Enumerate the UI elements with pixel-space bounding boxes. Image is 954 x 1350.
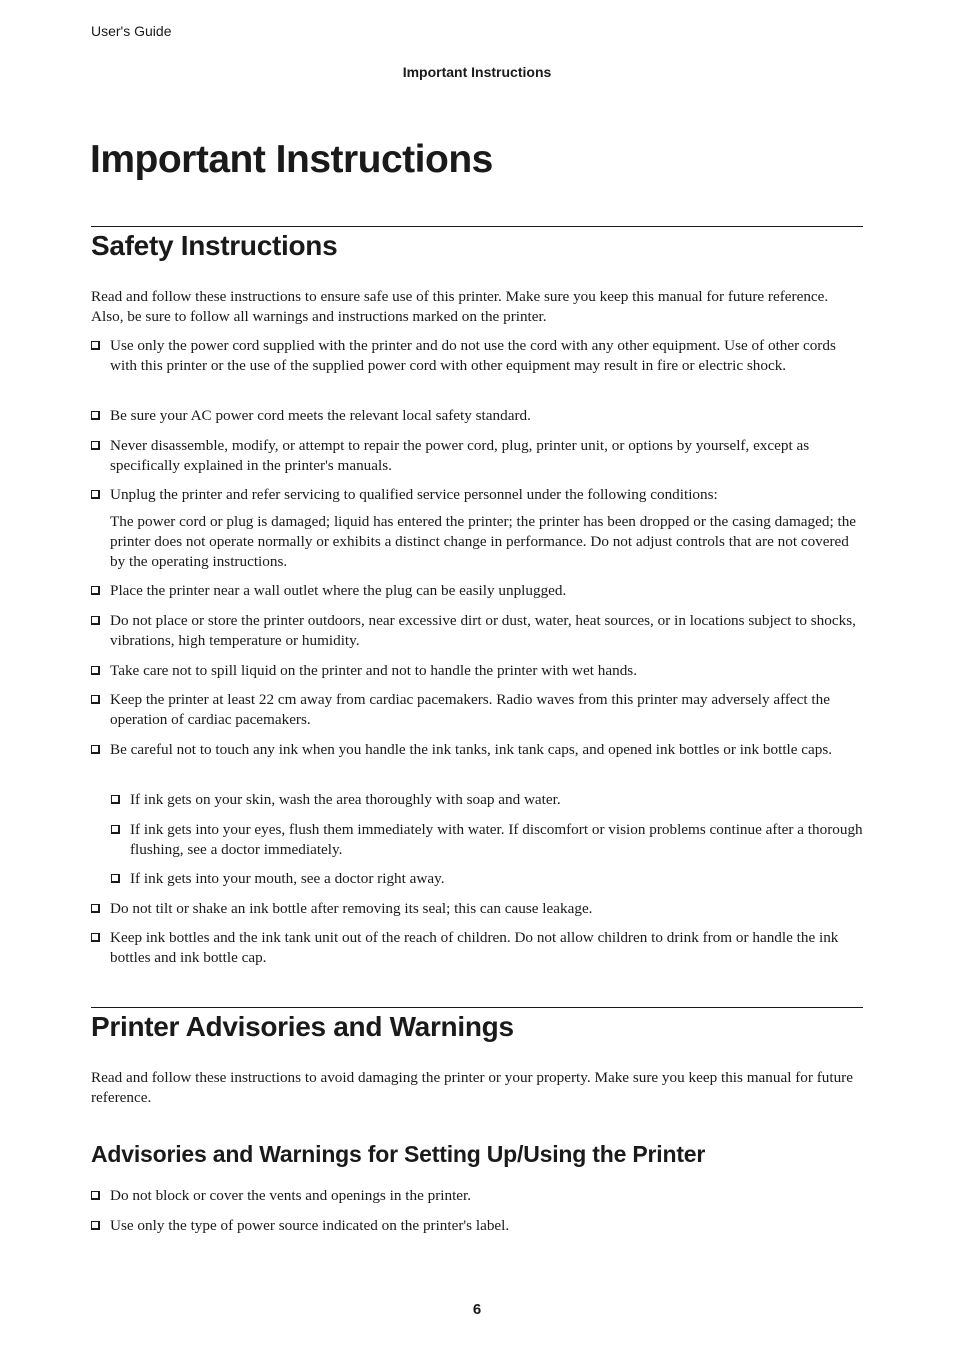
list-item-text: Do not block or cover the vents and openings in the printer. [110,1187,472,1204]
list-item-text: Keep the printer at least 22 cm away from cardiac pacemakers. Radio waves from this printer may adversely affect the operation of cardiac pacemakers. [110,691,830,728]
list-item-text: Use only the power cord supplied with the printer and do not use the cord with any other equipment. Use of other cords with this printer or the use of the supplied power cord with other equipment may result in fire or electric shock. [110,337,836,374]
list-item [91,581,863,601]
checkbox-bullet-icon [91,933,100,942]
safety-heading: Safety Instructions [91,230,338,261]
conditions-text: The power cord or plug is damaged; liquid has entered the printer; the printer has been dropped or the casing damaged; the printer does not operate normally or exhibits a distinct change in performance. Do not adjust controls that are not covered by the operating instructions. [110,513,857,570]
checkbox-bullet-icon [91,1191,100,1200]
list-item [91,661,863,681]
list-item-text: Do not tilt or shake an ink bottle after removing its seal; this can cause leakage. [110,900,593,917]
checkbox-bullet-icon [91,695,100,704]
checkbox-bullet-icon [111,795,120,804]
checkbox-bullet-icon [91,745,100,754]
checkbox-bullet-icon [91,666,100,675]
advisories-heading: Printer Advisories and Warnings [91,1011,514,1042]
checkbox-bullet-icon [91,1221,100,1230]
list-item-text: If ink gets into your mouth, see a doctor right away. [130,870,445,887]
checkbox-bullet-icon [91,411,100,420]
checkbox-bullet-icon [111,825,120,834]
advisories-intro: Read and follow these instructions to avoid damaging the printer or your property. Make sure you keep this manual for future reference. [91,1069,853,1106]
list-item [91,611,863,651]
list-item [91,406,863,426]
section-head: Important Instructions [402,64,552,80]
list-item-text: Do not place or store the printer outdoors, near excessive dirt or dust, water, heat sources, or in locations subject to shocks, vibrations, high temperature or humidity. [110,612,856,649]
section-rule-advisories [91,1007,863,1008]
list-item [91,899,863,919]
list-item [91,928,863,968]
list-item-text: If ink gets into your eyes, flush them immediately with water. If discomfort or vision problems continue after a thorough flushing, see a doctor immediately. [130,821,863,858]
list-item [91,690,863,730]
list-item-text: Keep ink bottles and the ink tank unit out of the reach of children. Do not allow children to drink from or handle the ink bottles and ink bottle cap. [110,929,839,966]
list-item [91,485,863,505]
checkbox-bullet-icon [91,904,100,913]
running-head: User's Guide [91,23,172,39]
checkbox-bullet-icon [111,874,120,883]
checkbox-bullet-icon [91,616,100,625]
list-item-text: Take care not to spill liquid on the printer and not to handle the printer with wet hands. [110,662,637,679]
list-item [91,336,863,376]
list-item [91,436,863,476]
advisories-subheading: Advisories and Warnings for Setting Up/Using the Printer [91,1141,706,1167]
list-item [91,740,863,760]
list-item-text: Use only the type of power source indicated on the printer's label. [110,1217,510,1234]
sub-list-item [111,820,863,860]
section-rule-safety [91,226,863,227]
list-item-text: Place the printer near a wall outlet where the plug can be easily unplugged. [110,582,567,599]
list-item [91,1216,863,1236]
list-item-text: Unplug the printer and refer servicing to qualified service personnel under the following conditions: [110,486,718,503]
checkbox-bullet-icon [91,490,100,499]
page-number: 6 [472,1301,482,1318]
sub-list-item [111,790,863,810]
checkbox-bullet-icon [91,441,100,450]
checkbox-bullet-icon [91,586,100,595]
safety-intro: Read and follow these instructions to ensure safe use of this printer. Make sure you keep this manual for future reference. Also, be sure to follow all warnings and instructions marked on the printer. [91,288,829,325]
list-item-text: Be careful not to touch any ink when you handle the ink tanks, ink tank caps, and opened ink bottles or ink bottle caps. [110,741,833,758]
list-item-text: Be sure your AC power cord meets the relevant local safety standard. [110,407,531,424]
sub-list-item [111,869,863,889]
list-item [91,1186,863,1206]
page-title: Important Instructions [90,138,493,181]
checkbox-bullet-icon [91,341,100,350]
list-item-text: If ink gets on your skin, wash the area thoroughly with soap and water. [130,791,561,808]
list-item-text: Never disassemble, modify, or attempt to repair the power cord, plug, printer unit, or options by yourself, except as specifically explained in the printer's manuals. [110,437,810,474]
